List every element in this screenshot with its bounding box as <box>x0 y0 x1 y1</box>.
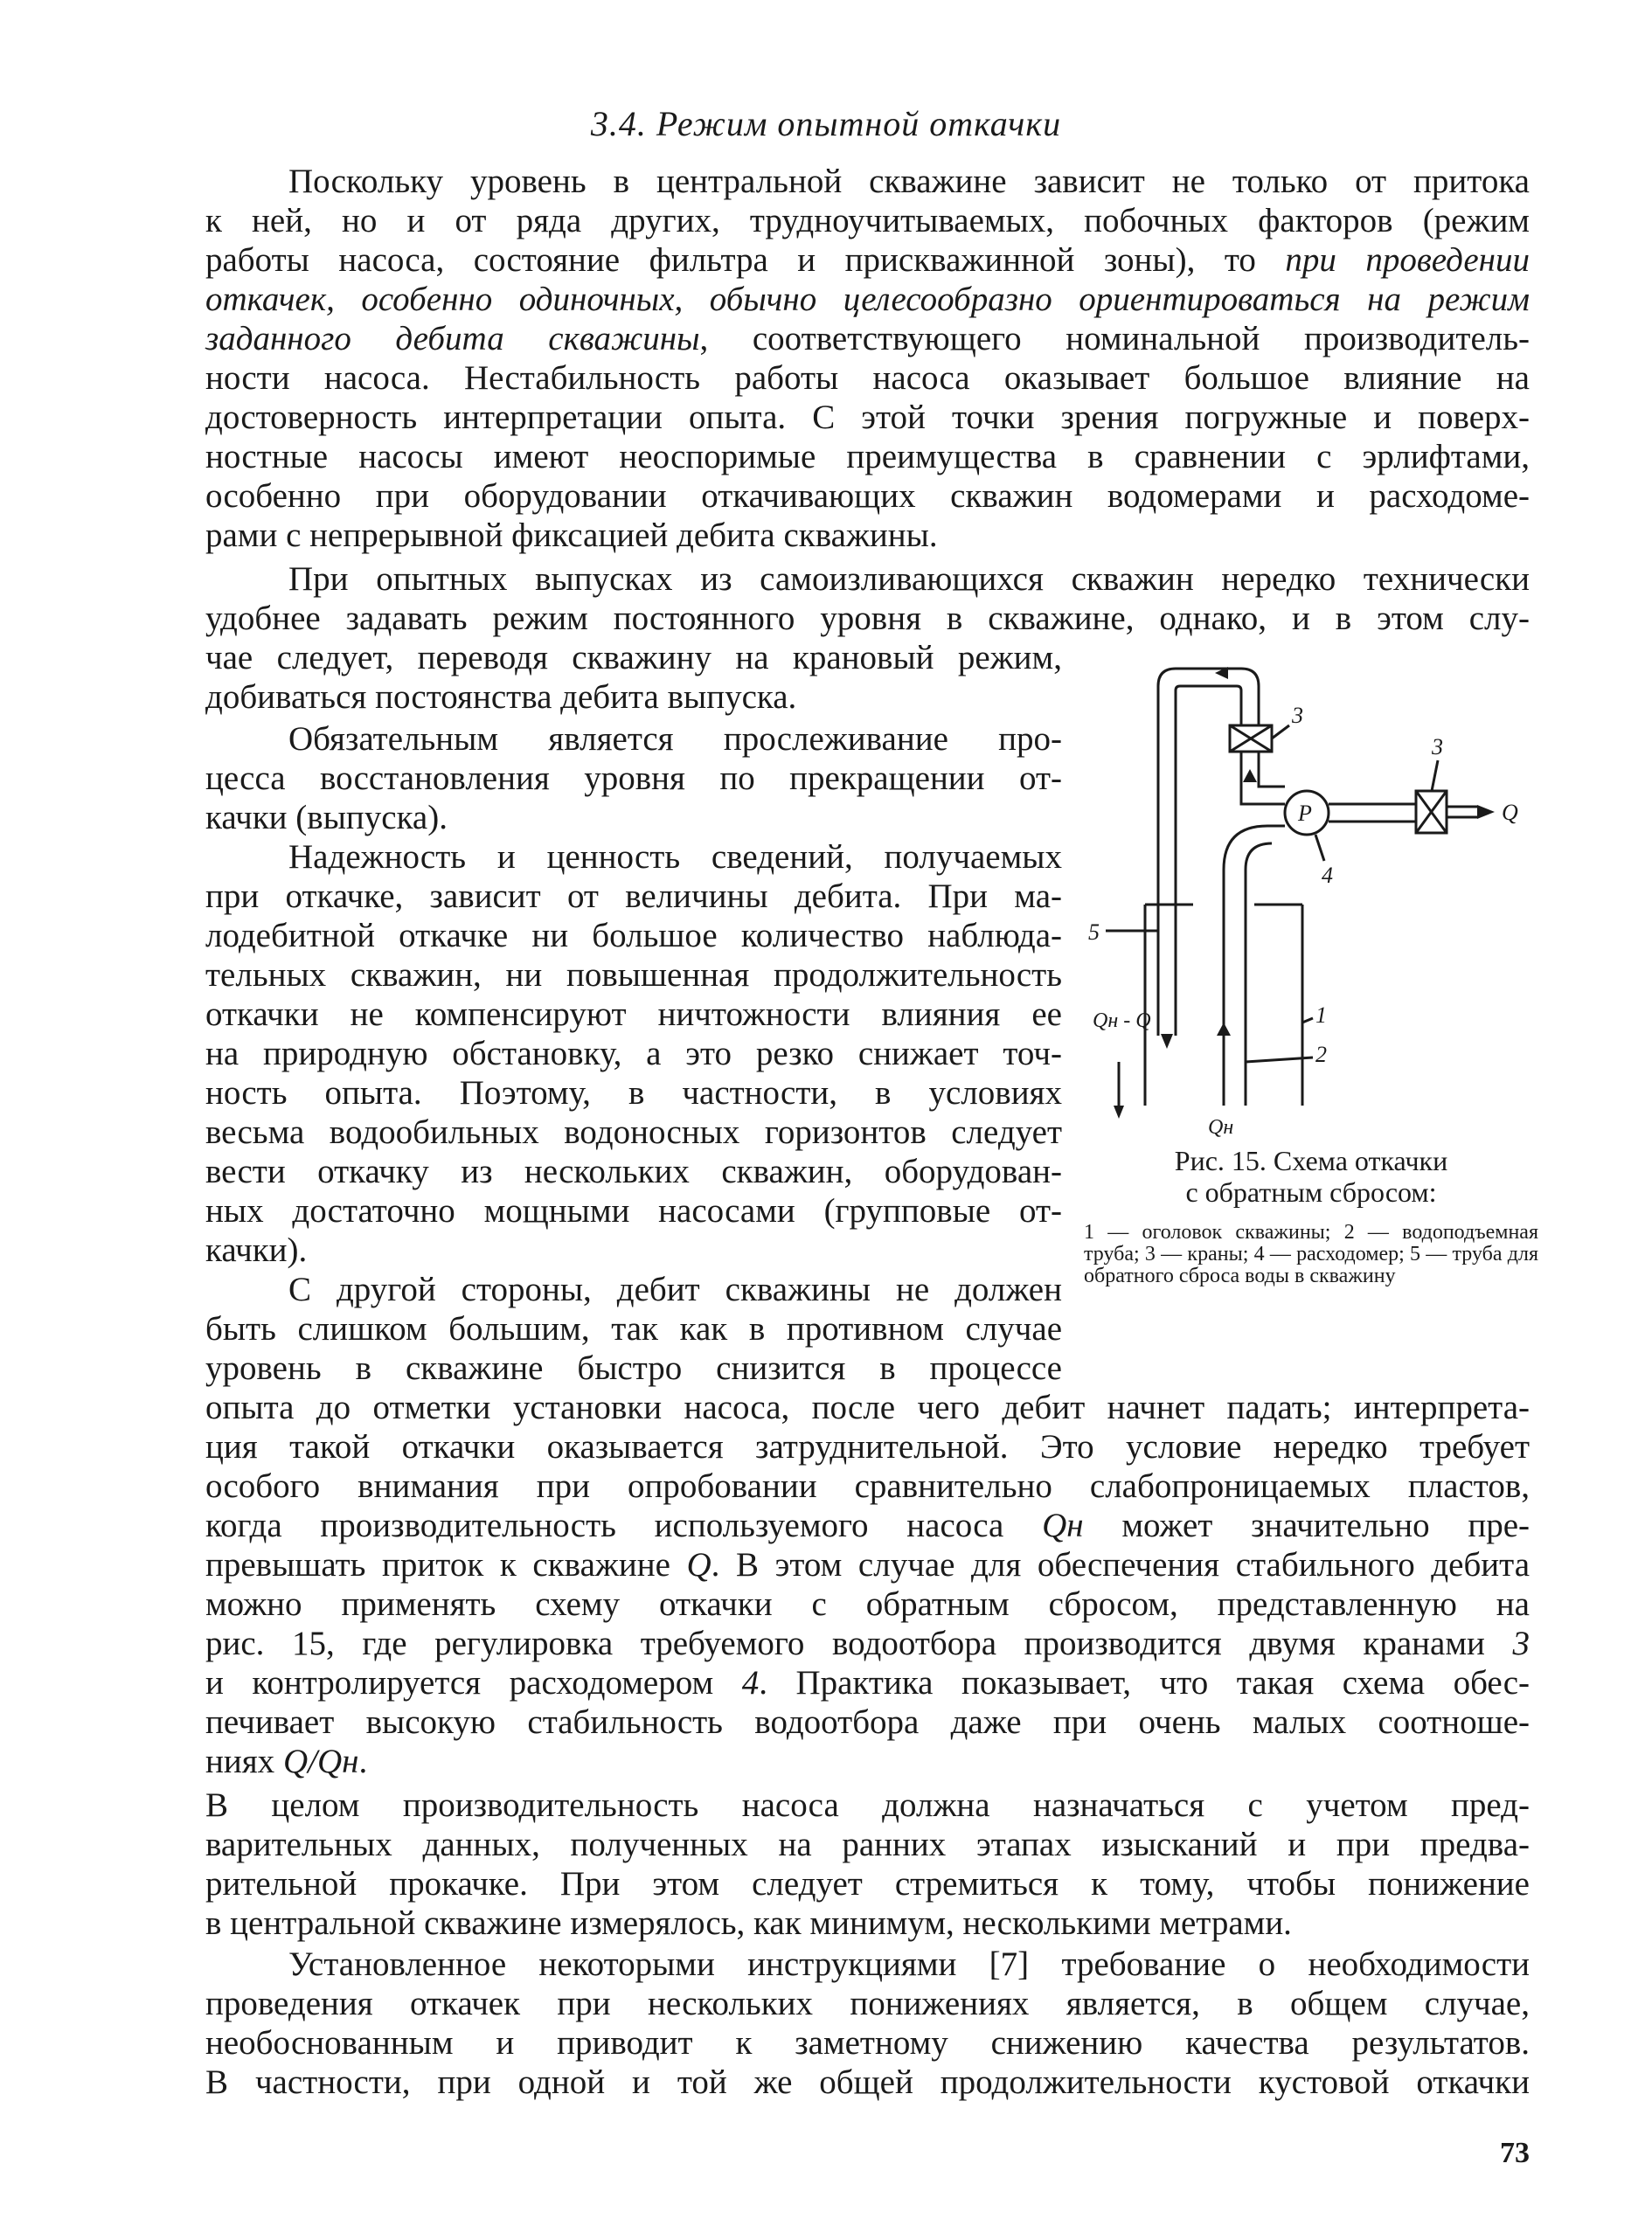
text-line: заданного дебита скважины, соответствующего номинальной производитель- <box>205 320 1530 357</box>
text-line: В частности, при одной и той же общей продолжительности кустовой откачки <box>205 2063 1530 2101</box>
text-line: Обязательным является прослеживание про- <box>288 720 1062 758</box>
label-1: 1 <box>1315 1002 1327 1028</box>
return-pipe-outer <box>1158 669 1259 1036</box>
text-line: проведения откачек при нескольких понижениях является, в общем случае, <box>205 1985 1530 2022</box>
return-pipe-inner <box>1176 686 1241 1036</box>
text-line: необоснованным и приводит к заметному снижению качества результатов. <box>205 2024 1530 2062</box>
text-line: Установленное некоторыми инструкциями [7] требование о необходимости <box>288 1945 1530 1983</box>
label-3b: 3 <box>1432 734 1443 759</box>
text-line: тельных скважин, ни повышенная продолжительность <box>205 956 1062 994</box>
text-line: рами с непрерывной фиксацией дебита скважины. <box>205 517 938 554</box>
arrow-right-outlet <box>1477 805 1495 819</box>
text-line: работы насоса, состояние фильтра и прискважинной зоны), то при проведении <box>205 241 1531 279</box>
text-line: печивает высокую стабильность водоотбора даже при очень малых соотноше- <box>205 1703 1530 1741</box>
text-line: особенно при оборудовании откачивающих скважин водомерами и расходоме- <box>205 477 1530 515</box>
paragraph-7 <box>122 1945 1530 2102</box>
text-line: достоверность интерпретации опыта. С этой точки зрения погружные и поверх- <box>205 399 1530 436</box>
paragraph-4 <box>122 837 1062 1270</box>
text-line: рительной прокачке. При этом следует стремиться к тому, чтобы понижение <box>205 1865 1530 1903</box>
text-line: при откачке, зависит от величины дебита. При ма- <box>205 877 1062 915</box>
leader-3a <box>1272 725 1289 739</box>
text-line: и контролируется расходомером 4. Практика показывает, что такая схема обес- <box>205 1664 1530 1702</box>
text-line: опыта до отметки установки насоса, после чего дебит начнет падать; интерпрета- <box>205 1389 1530 1426</box>
label-4: 4 <box>1322 863 1333 888</box>
text-line: когда производительность используемого насоса Qн может значительно пре- <box>205 1507 1530 1544</box>
paragraph-1 <box>122 162 1530 555</box>
riser-pipe-left <box>1224 826 1285 1106</box>
leader-3b <box>1432 760 1438 791</box>
text-line: ности насоса. Нестабильность работы насоса оказывает большое влияние на <box>205 359 1530 397</box>
figure-caption <box>1084 1145 1538 1208</box>
text-line: варительных данных, полученных на ранних этапах изысканий и при предва- <box>205 1826 1530 1863</box>
text-line: качки). <box>205 1231 308 1269</box>
outlet-pipe-end <box>1447 807 1477 817</box>
text-line: чае следует, переводя скважину на крановый режим, <box>205 639 1062 676</box>
text-line: удобнее задавать режим постоянного уровня в скважине, однако, и в этом слу- <box>205 600 1530 637</box>
text-line: откачек, особенно одиночных, обычно целесообразно ориентироваться на режим <box>205 281 1530 318</box>
italic-phrase: при проведении <box>1285 241 1531 279</box>
text-line: ность опыта. Поэтому, в частности, в условиях <box>205 1074 1062 1112</box>
label-qn: Qн <box>1208 1116 1234 1139</box>
text-line: ниях Q/Qн. <box>205 1743 368 1780</box>
valve-right-cross <box>1416 791 1447 833</box>
text-line: С другой стороны, дебит скважины не должен <box>288 1271 1062 1308</box>
arrow-down-return <box>1161 1034 1173 1049</box>
label-3a: 3 <box>1292 703 1303 728</box>
label-p: P <box>1298 801 1312 826</box>
label-q-out: Q <box>1502 800 1518 825</box>
paragraph-6 <box>122 1786 1530 1943</box>
text-line: ция такой откачки оказывается затруднительной. Это условие нередко требует <box>205 1428 1530 1466</box>
text-line: вести откачку из нескольких скважин, оборудован- <box>205 1153 1062 1190</box>
text-line: весьма водообильных водоносных горизонтов следует <box>205 1113 1062 1151</box>
caption-line-2: с обратным сбросом: <box>1185 1176 1437 1208</box>
text-line: можно применять схему откачки с обратным сбросом, представленную на <box>205 1585 1530 1623</box>
paragraph-5 <box>122 1270 1530 1781</box>
text-line: на природную обстановку, а это резко снижает точ- <box>205 1035 1062 1072</box>
text-line: рис. 15, где регулировка требуемого водоотбора производится двумя кранами 3 <box>205 1625 1530 1662</box>
text-line: ностные насосы имеют неоспоримые преимущества в сравнении с эрлифтами, <box>205 438 1530 475</box>
text-line: цесса восстановления уровня по прекращении от- <box>205 759 1062 797</box>
arrow-up-riser <box>1243 769 1257 782</box>
riser-pipe-right <box>1246 843 1272 1106</box>
figure-legend: 1 — оголовок скважины; 2 — водоподъемная труба; 3 — краны; 4 — расходомер; 5 — труба для обратного сброса воды в скважину <box>1084 1221 1538 1287</box>
label-2: 2 <box>1315 1042 1327 1067</box>
section-heading: 3.4. Режим опытной откачки <box>590 104 1062 143</box>
label-5: 5 <box>1088 919 1100 945</box>
text-line: При опытных выпусках из самоизливающихся скважин нередко технически <box>288 560 1530 598</box>
label-qn-minus-q: Qн - Q <box>1093 1009 1151 1032</box>
text-line: особого внимания при опробовании сравнительно слабопроницаемых пластов, <box>205 1467 1530 1505</box>
text-line: качки (выпуска). <box>205 799 448 836</box>
riser-pipe-inner-b <box>1259 752 1285 787</box>
outlet-pipe <box>1329 804 1416 822</box>
text-line: лодебитной откачке ни большое количество наблюда- <box>205 917 1062 954</box>
page-number: 73 <box>1500 2137 1530 2169</box>
text-line: уровень в скважине быстро снизится в процессе <box>205 1349 1062 1387</box>
text-line: добиваться постоянства дебита выпуска. <box>205 678 797 716</box>
figure-15-diagram <box>1084 651 1538 1141</box>
leader-1 <box>1302 1018 1313 1023</box>
paragraph-3 <box>122 719 1062 837</box>
text-line: быть слишком большим, так как в противном случае <box>205 1310 1062 1348</box>
arrow-down-left <box>1114 1106 1124 1119</box>
text-line: в центральной скважине измерялось, как минимум, несколькими метрами. <box>205 1904 1292 1942</box>
text-line: ных достаточно мощными насосами (групповые от- <box>205 1192 1062 1230</box>
leader-4 <box>1315 835 1324 861</box>
caption-line-1: Рис. 15. Схема откачки <box>1174 1145 1448 1176</box>
text-line: откачки не компенсируют ничтожности влияния ее <box>205 995 1062 1033</box>
text-line: В целом производительность насоса должна назначаться с учетом пред- <box>205 1786 1530 1824</box>
arrow-up-inflow <box>1217 1023 1231 1036</box>
valve-top-cross <box>1230 725 1272 752</box>
text-line: к ней, но и от ряда других, трудноучитываемых, побочных факторов (режим <box>205 202 1530 239</box>
text-line: Поскольку уровень в центральной скважине зависит не только от притока <box>288 163 1530 200</box>
text-line: превышать приток к скважине Q. В этом случае для обеспечения стабильного дебита <box>205 1546 1531 1584</box>
text-line: Надежность и ценность сведений, получаемых <box>288 838 1062 876</box>
